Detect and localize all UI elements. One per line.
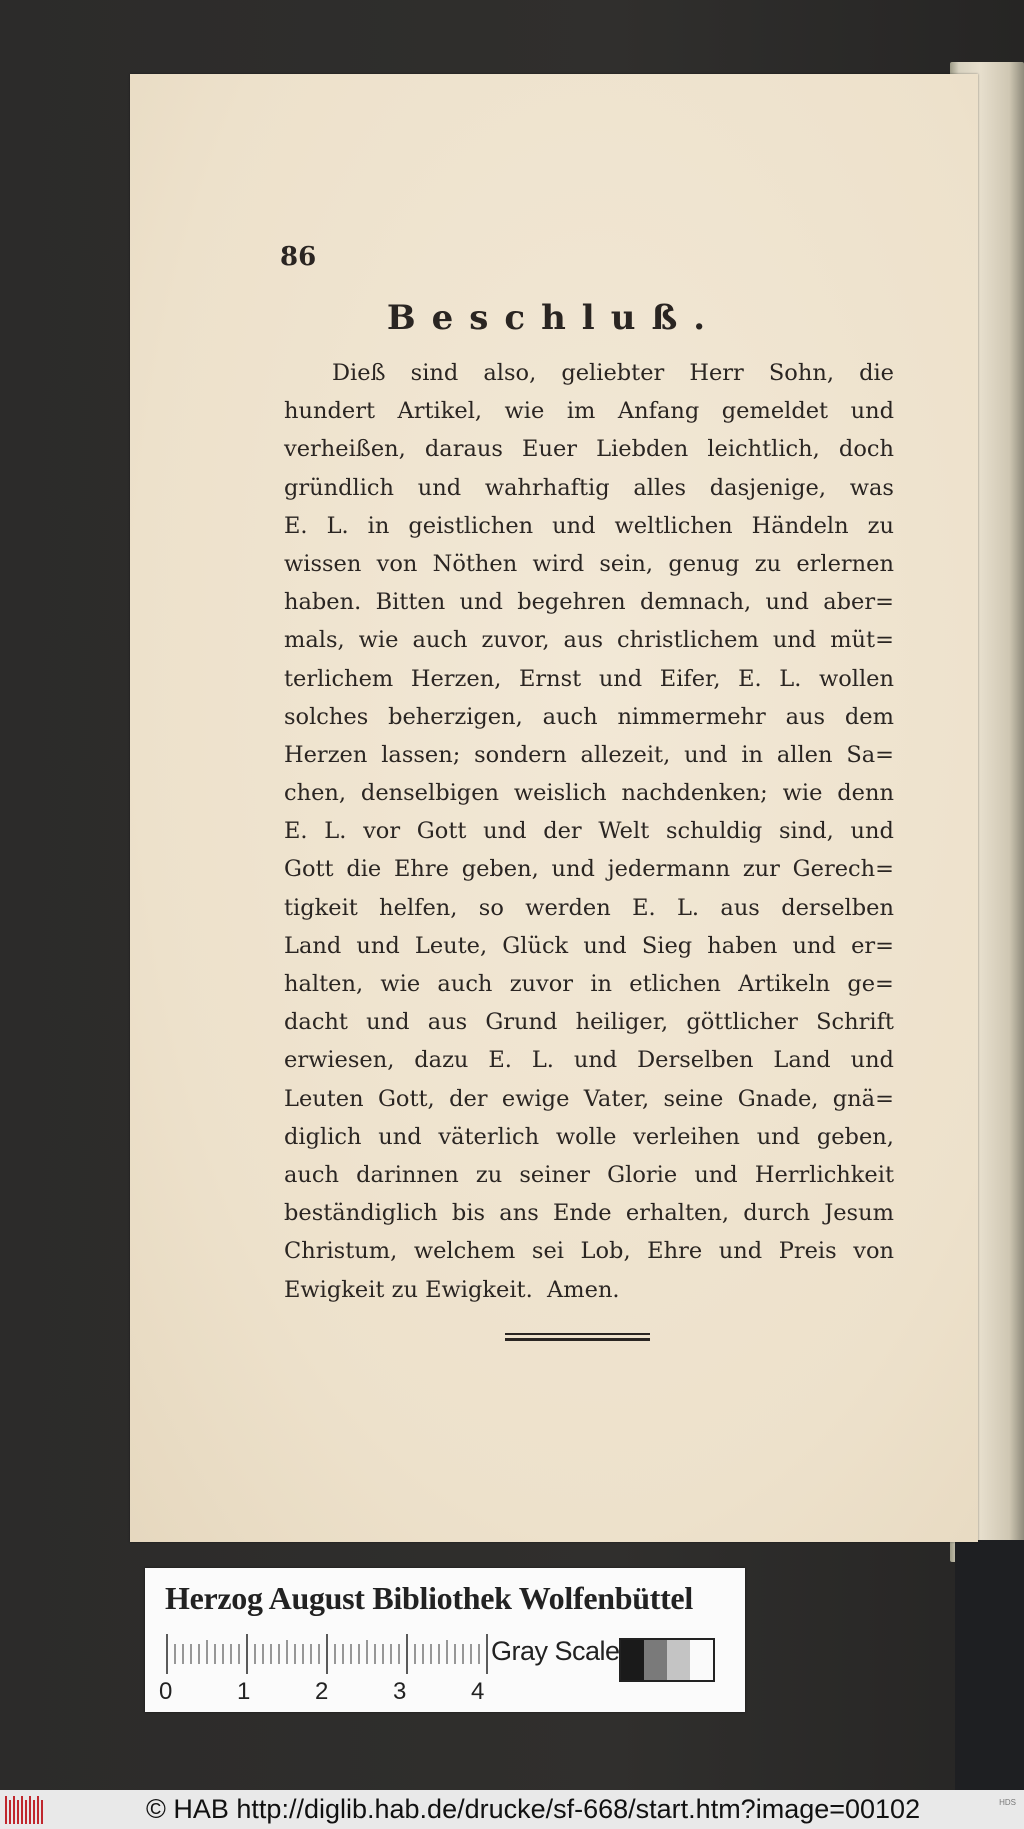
text-line: beständiglich bis ans Ende erhalten, durch Jesum (284, 1200, 894, 1227)
text-line: Leuten Gott, der ewige Vater, seine Gnade, gnä= (284, 1085, 894, 1112)
text-line: haben. Bitten und begehren demnach, und aber= (284, 589, 894, 616)
hab-logo-icon (4, 1794, 46, 1826)
section-heading: Beschluß. (386, 298, 722, 338)
text-line: Herzen lassen; sondern allezeit, und in allen Sa= (284, 741, 894, 768)
text-line: gründlich und wahrhaftig alles dasjenige, was (284, 474, 894, 501)
body-text (284, 354, 894, 1309)
logo-bar (25, 1800, 27, 1824)
page-number: 86 (280, 242, 317, 272)
gray-patch (621, 1640, 644, 1680)
text-line: chen, denselbigen weislich nachdenken; wie denn (284, 780, 894, 807)
footer-mark: HDS (999, 1798, 1016, 1807)
text-line: verheißen, daraus Euer Liebden leichtlich, doch (284, 436, 894, 463)
text-line: Land und Leute, Glück und Sieg haben und er= (284, 932, 894, 959)
text-line: Ewigkeit zu Ewigkeit. Amen. (284, 1276, 620, 1303)
text-line: Gott die Ehre geben, und jedermann zur Gerech= (284, 856, 894, 883)
book-page (130, 74, 978, 1542)
text-line: Christum, welchem sei Lob, Ehre und Preis von (284, 1238, 894, 1265)
text-line: diglich und väterlich wolle verleihen und geben, (284, 1123, 894, 1150)
logo-bar (33, 1800, 35, 1824)
ruler-label: 1 (237, 1678, 251, 1705)
text-line: wissen von Nöthen wird sein, genug zu erlernen (284, 550, 894, 577)
text-line: erwiesen, dazu E. L. und Derselben Land und (284, 1047, 894, 1074)
text-line: dacht und aus Grund heiliger, göttlicher Schrift (284, 1009, 894, 1036)
library-color-card (145, 1568, 745, 1712)
library-name: Herzog August Bibliothek Wolfenbüttel (165, 1580, 693, 1616)
text-line: E. L. in geistlichen und weltlichen Händeln zu (284, 512, 894, 539)
logo-bar (5, 1796, 7, 1824)
grayscale-swatch (619, 1638, 715, 1682)
footer-bar (0, 1790, 1024, 1829)
text-line: tigkeit helfen, so werden E. L. aus derselben (284, 894, 894, 921)
text-line: halten, wie auch zuvor in etlichen Artikeln ge= (284, 971, 894, 997)
end-rule (505, 1333, 650, 1341)
logo-bar (13, 1796, 15, 1824)
logo-bar (41, 1800, 43, 1824)
ruler-label: 0 (159, 1678, 173, 1705)
text-line: hundert Artikel, wie im Anfang gemeldet und (284, 398, 894, 425)
text-line: terlichem Herzen, Ernst und Eifer, E. L. wollen (284, 665, 894, 692)
logo-bar (37, 1796, 39, 1824)
gray-patch (690, 1640, 713, 1680)
text-line: auch darinnen zu seiner Glorie und Herrlichkeit (284, 1161, 894, 1188)
text-line: solches beherzigen, auch nimmermehr aus dem (284, 703, 894, 730)
ruler-label: 2 (315, 1678, 329, 1705)
gray-patch (667, 1640, 690, 1680)
ruler-label: 4 (471, 1678, 485, 1705)
logo-bar (17, 1800, 19, 1824)
copyright-url: © HAB http://diglib.hab.de/drucke/sf-668/start.htm?image=00102 (146, 1794, 921, 1824)
logo-bar (29, 1796, 31, 1824)
book-cover-edge (955, 1540, 1024, 1790)
logo-bar (9, 1800, 11, 1824)
grayscale-label: Gray Scale (491, 1636, 620, 1666)
ruler-label: 3 (393, 1678, 407, 1705)
text-line: Dieß sind also, geliebter Herr Sohn, die (332, 360, 894, 386)
gray-patch (644, 1640, 667, 1680)
text-line: E. L. vor Gott und der Welt schuldig sind, und (284, 818, 894, 845)
logo-bar (21, 1796, 23, 1824)
scale-ruler (165, 1634, 495, 1674)
text-line: mals, wie auch zuvor, aus christlichem und müt= (284, 627, 894, 654)
